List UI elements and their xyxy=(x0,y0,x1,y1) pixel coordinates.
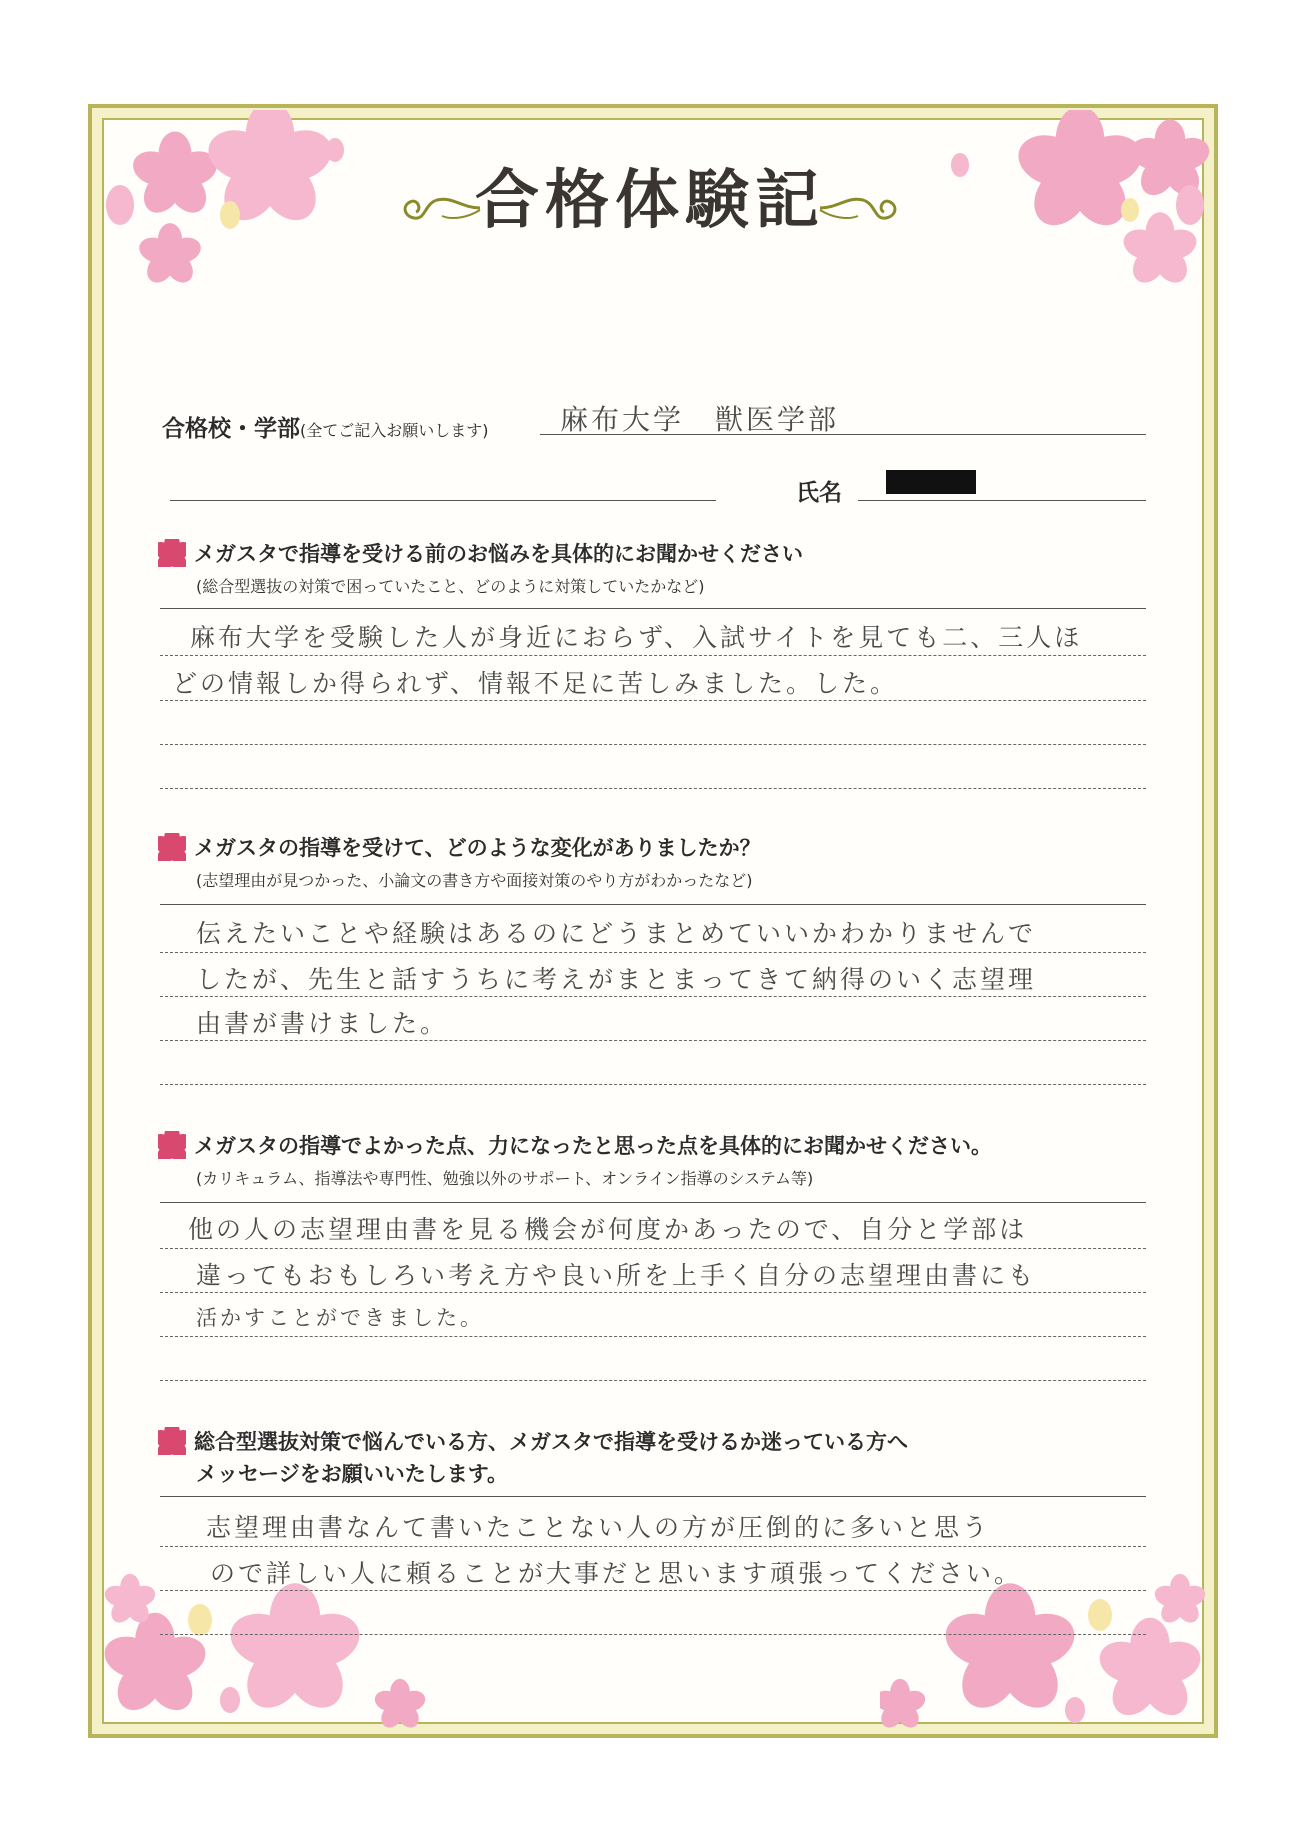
answer-4-line-1: 志望理由書なんて書いたことない人の方が圧倒的に多いと思う xyxy=(206,1513,991,1542)
question-1-title: メガスタで指導を受ける前のお悩みを具体的にお聞かせください xyxy=(158,538,803,568)
blossom-icon xyxy=(136,223,204,288)
answer-1-rule xyxy=(160,700,1146,701)
answer-3-rule xyxy=(160,1336,1146,1337)
answer-2-rule xyxy=(160,1084,1146,1085)
answer-3-rule xyxy=(160,1248,1146,1249)
blossom-decoration-top-right xyxy=(940,110,1210,300)
answer-1-rule xyxy=(160,744,1146,745)
blossom-bullet-icon xyxy=(158,833,186,861)
blossom-icon xyxy=(880,1679,928,1730)
name-label: 氏名 xyxy=(796,480,842,506)
answer-4-rule xyxy=(160,1546,1146,1547)
answer-1-line-1: 麻布大学を受験した人が身近におらず、入試サイトを見ても二、三人ほ xyxy=(190,623,1083,652)
answer-3-topline xyxy=(160,1202,1146,1203)
answer-3-line-1: 他の人の志望理由書を見る機会が何度かあったので、自分と学部は xyxy=(188,1215,1028,1244)
blossom-icon xyxy=(939,1583,1082,1719)
answer-1-line-2: どの情報しか得られず、情報不足に苦しみました。した。 xyxy=(172,669,899,698)
question-2-subtitle: (志望理由が見つかった、小論文の書き方や面接対策のやり方がわかったなど) xyxy=(196,871,753,890)
answer-4-rule xyxy=(160,1590,1146,1591)
answer-4-line-2: ので詳しい人に頼ることが大事だと思います頑張ってください。 xyxy=(210,1559,1023,1588)
answer-1-topline xyxy=(160,608,1146,609)
question-3-subtitle: (カリキュラム、指導法や専門性、勉強以外のサポート、オンライン指導のシステム等) xyxy=(196,1169,814,1188)
blossom-icon xyxy=(224,1583,367,1719)
answer-3-line-2: 違ってもおもしろい考え方や良い所を上手く自分の志望理由書にも xyxy=(196,1261,1037,1290)
answer-3-rule xyxy=(160,1380,1146,1381)
school-underline xyxy=(540,434,1146,435)
blank-underline xyxy=(170,500,716,501)
question-4-title-line-2: メッセージをお願いいたします。 xyxy=(196,1462,509,1486)
question-1-subtitle: (総合型選抜の対策で困っていたこと、どのように対策していたかなど) xyxy=(196,577,705,596)
blossom-bullet-icon xyxy=(158,1131,186,1159)
question-2-title: メガスタの指導を受けて、どのような変化がありましたか？ xyxy=(158,832,761,862)
blossom-icon xyxy=(372,1679,428,1730)
answer-1-rule xyxy=(160,655,1146,656)
right-ornament-icon xyxy=(818,188,908,228)
blossom-decoration-top-left xyxy=(100,110,360,290)
question-4-title: 総合型選抜対策で悩んでいる方、メガスタで指導を受けるか迷っている方へ xyxy=(158,1426,908,1456)
redaction-bar xyxy=(886,470,976,494)
answer-2-rule xyxy=(160,996,1146,997)
school-value: 麻布大学 獣医学部 xyxy=(560,403,840,436)
answer-2-rule xyxy=(160,952,1146,953)
answer-2-line-2: したが、先生と話すうちに考えがまとまってきて納得のいく志望理 xyxy=(196,965,1037,994)
answer-2-rule xyxy=(160,1040,1146,1041)
blossom-icon xyxy=(1152,1574,1208,1627)
blossom-icon xyxy=(129,132,222,220)
answer-3-rule xyxy=(160,1292,1146,1293)
name-underline xyxy=(858,500,1146,501)
answer-4-rule xyxy=(160,1634,1146,1635)
school-label-row xyxy=(162,410,489,443)
answer-4-topline xyxy=(160,1496,1146,1497)
blossom-bullet-icon xyxy=(158,1427,186,1455)
answer-1-rule xyxy=(160,788,1146,789)
blossom-bullet-icon xyxy=(158,539,186,567)
answer-2-line-1: 伝えたいことや経験はあるのにどうまとめていいかわかりませんで xyxy=(196,919,1037,948)
school-note: (全てご記入お願いします) xyxy=(300,421,489,440)
page-title: 合格体験記 xyxy=(475,163,825,238)
question-3-title: メガスタの指導でよかった点、力になったと思った点を具体的にお聞かせください。 xyxy=(158,1130,992,1160)
school-label: 合格校・学部 xyxy=(162,416,300,442)
answer-3-line-3: 活かすことができました。 xyxy=(196,1306,484,1330)
answer-2-line-3: 由書が書けました。 xyxy=(196,1009,449,1038)
answer-2-topline xyxy=(160,904,1146,905)
